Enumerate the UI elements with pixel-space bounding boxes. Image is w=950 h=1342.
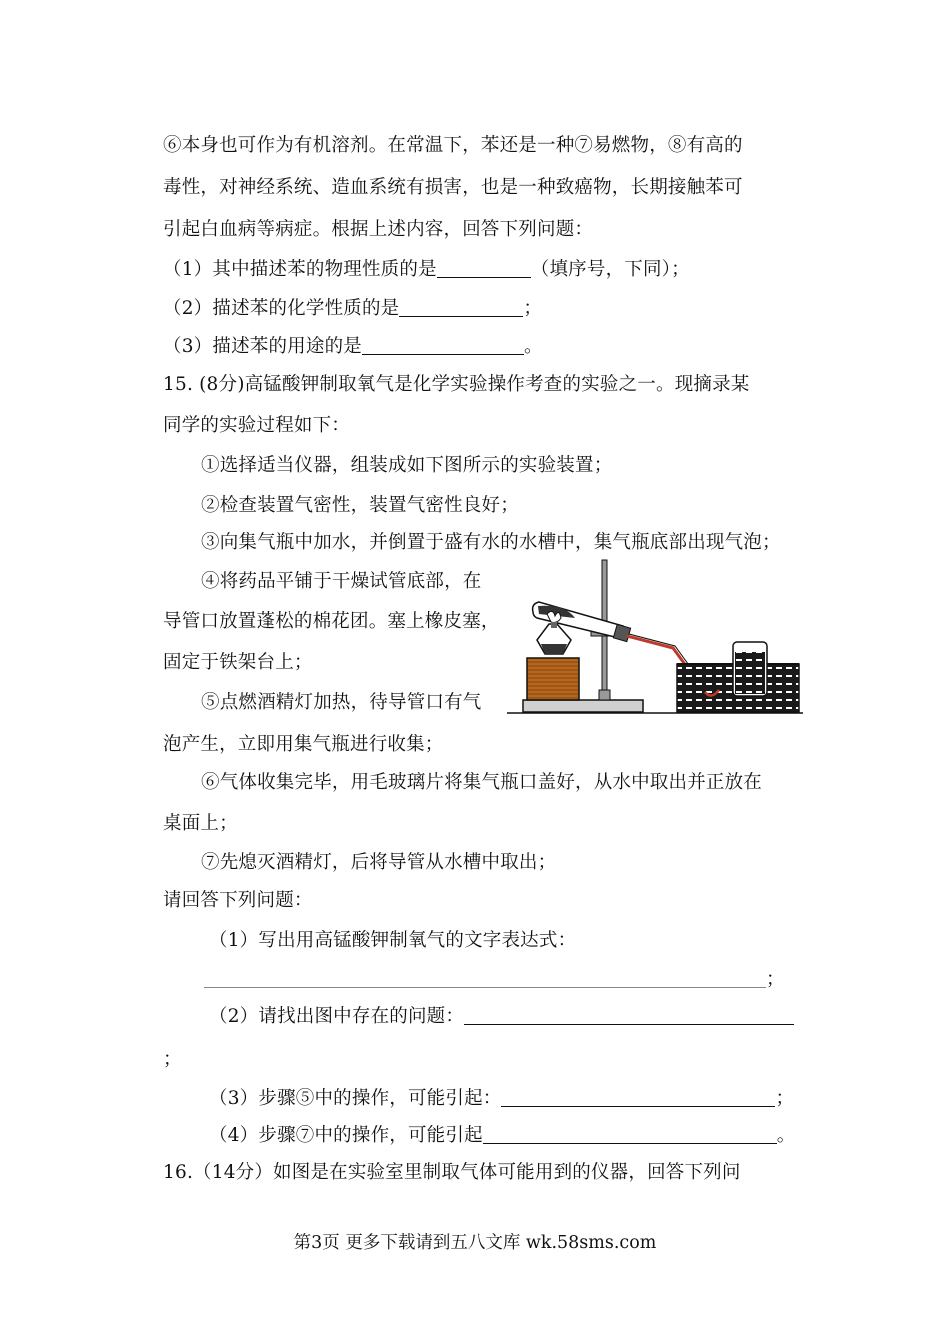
q15-step-4b: 导管口放置蓬松的棉花团。塞上橡皮塞， [163,611,500,632]
q15-step-5a: ⑤点燃酒精灯加热，待导管口有气 [201,692,482,713]
q15-step-1: ①选择适当仪器，组装成如下图所示的实验装置； [201,455,613,476]
q15-step-3: ③向集气瓶中加水，并倒置于盛有水的水槽中，集气瓶底部出现气泡； [201,532,781,553]
q15-heading-1: 15. (8分)高锰酸钾制取氧气是化学实验操作考查的实验之一。现摘录某 [163,374,750,395]
q14-sub3: （3）描述苯的用途的是 。 [163,336,543,357]
q15-sub1: （1）写出用高锰酸钾制氧气的文字表达式： [209,930,577,951]
q15-sub4: （4）步骤⑦中的操作，可能引起 。 [209,1125,796,1146]
q14-sub1: （1）其中描述苯的物理性质的是 （填序号，下同）； [163,259,690,280]
oxygen-apparatus-figure [505,552,805,718]
q15-step-6a: ⑥气体收集完毕，用毛玻璃片将集气瓶口盖好，从水中取出并正放在 [201,772,763,793]
q15-step-4a: ④将药品平铺于干燥试管底部，在 [201,571,482,592]
q15-sub1-answer-line: ； [204,968,785,992]
answer-blank[interactable] [464,1006,794,1025]
wood-block [527,658,579,700]
q15-step-6b: 桌面上； [163,813,238,834]
answer-blank[interactable] [437,259,531,278]
answer-blank[interactable] [204,969,766,988]
q15-step-5b: 泡产生，立即用集气瓶进行收集； [163,734,444,755]
q15-ask: 请回答下列问题： [163,890,313,911]
intro-line-3: 引起白血病等病症。根据上述内容，回答下列问题： [163,219,594,240]
stand-base [523,700,643,712]
answer-blank[interactable] [483,1125,777,1144]
q15-step-4c: 固定于铁架台上； [163,652,313,673]
q15-heading-2: 同学的实验过程如下： [163,415,351,436]
q15-sub2: （2）请找出图中存在的问题： [209,1005,794,1029]
answer-blank[interactable] [399,298,523,317]
q15-step-2: ②检查装置气密性，装置气密性良好； [201,495,519,516]
answer-blank[interactable] [501,1088,775,1107]
intro-line-1: ⑥本身也可作为有机溶剂。在常温下，苯还是一种⑦易燃物，⑧有高的 [163,135,743,156]
q16-heading: 16.（14分）如图是在实验室里制取气体可能用到的仪器，回答下列问 [163,1162,741,1183]
q15-sub2-semicolon: ； [163,1049,182,1070]
q14-sub2: （2）描述苯的化学性质的是 ； [163,298,543,319]
page-footer: 第3页 更多下载请到五八文库 wk.58sms.com [293,1233,657,1253]
q15-sub3: （3）步骤⑤中的操作，可能引起： ； [209,1088,795,1109]
gas-collecting-bottle [733,642,767,696]
answer-blank[interactable] [362,336,524,355]
intro-line-2: 毒性，对神经系统、造血系统有损害，也是一种致癌物，长期接触苯可 [163,177,743,198]
q15-step-7: ⑦先熄灭酒精灯，后将导管从水槽中取出； [201,852,557,873]
